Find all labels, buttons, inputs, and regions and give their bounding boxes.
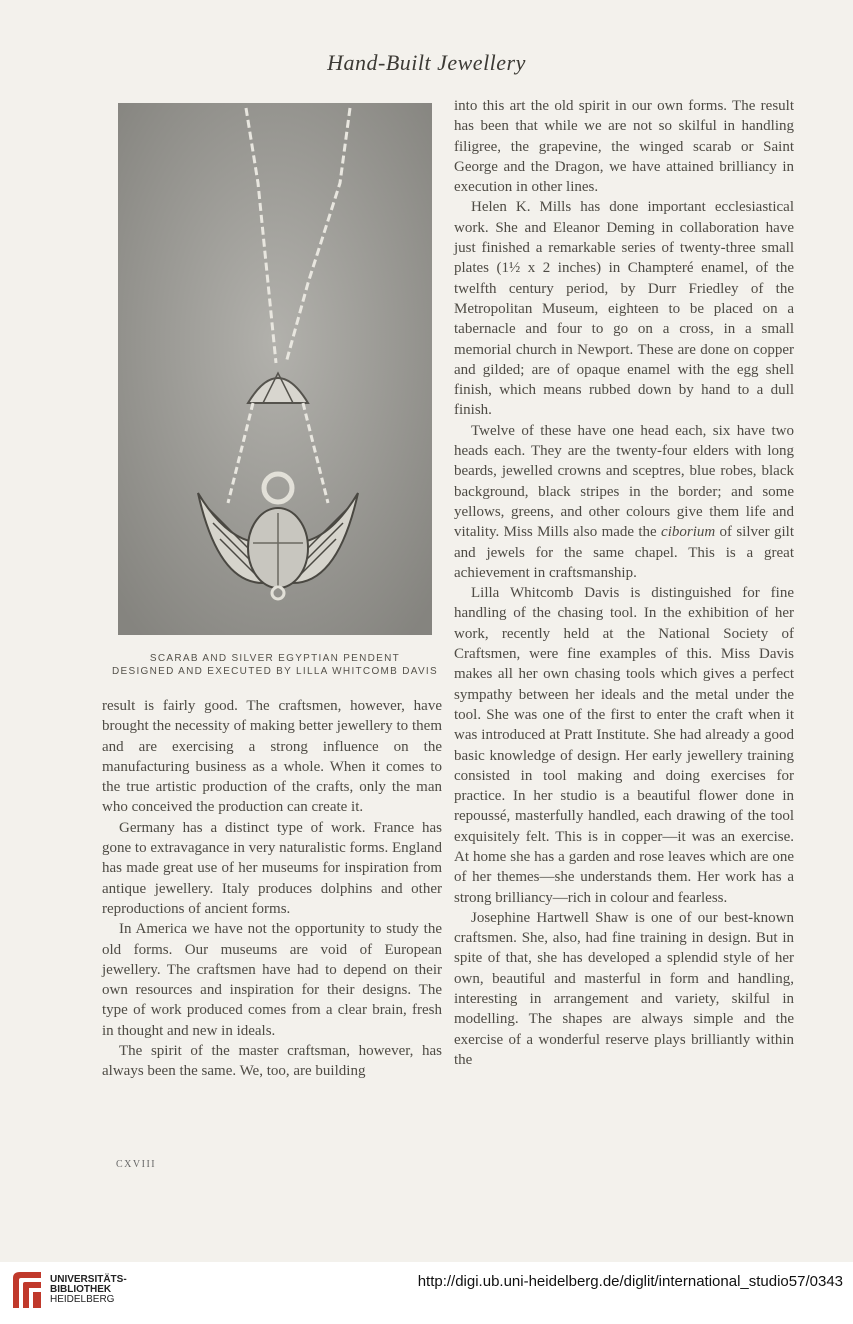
figure-caption [100, 652, 450, 678]
right-paragraph-2: Helen K. Mills has done important ecclesiastical work. She and Eleanor Deming in collaboration have just finished a remarkable series of twenty-three small plates (1½ x 2 inches) in Champteré enamel, of the twelfth century period, by Durr Friedley of the Metropolitan Museum, eighteen to be placed on a tabernacle and four to go on a cross, in a small memorial church in Newport. These are done on copper and gilded; are of opaque enamel with the egg shell finish, which means rubbed down by hand to a dull finish. [454, 199, 794, 419]
right-paragraph-4: Lilla Whitcomb Davis is distinguished for fine handling of the chasing tool. In the exhibition of her work, recently held at the National Society of Craftsmen, were fine examples of this. Miss Davis makes all her own chasing tools which gives a perfect sympathy between her ideals and the metal under the tool. She was one of the first to enter the craft when it was introduced at Pratt Institute. She had already a good basic knowledge of design. Her early jewellery training consisted in tool making and doing exercises for practice. In her studio is a beautiful flower done in repoussé, masterfully handled, each drawing of the tool exquisitely felt. This is in copper—it was an exercise. At home she has a garden and rose leaves which are one of her themes—she understands them. Her work has a strong brilliancy—rich in colour and fearless. [454, 585, 794, 906]
library-emblem-icon [10, 1270, 44, 1310]
right-paragraph-3 [454, 421, 794, 583]
library-name-line-3: HEIDELBERG [50, 1294, 115, 1305]
library-name-line-2: BIBLIOTHEK [50, 1284, 112, 1295]
library-name [50, 1275, 127, 1305]
page-number: CXVIII [116, 1159, 157, 1170]
left-paragraph-4: The spirit of the master craftsman, however, has always been the same. We, too, are building [102, 1043, 442, 1080]
library-name-line-1: UNIVERSITÄTS- [50, 1274, 127, 1285]
left-column [102, 696, 442, 1082]
left-paragraph-3: In America we have not the opportunity to study the old forms. Our museums are void of European jewellery. The craftsmen have had to depend on their own resources and inspiration for their designs. The type of work produced comes from a clear brain, fresh in thought and new in ideals. [102, 921, 442, 1039]
source-url[interactable]: http://digi.ub.uni-heidelberg.de/diglit/international_studio57/0343 [417, 1273, 843, 1290]
right-column [454, 96, 794, 1070]
ciborium-term: ciborium [661, 524, 716, 541]
caption-line-2: DESIGNED AND EXECUTED BY LILLA WHITCOMB DAVIS [112, 666, 438, 677]
right-paragraph-3-text-a: Twelve of these have one head each, six have two heads each. They are the twenty-four elders with long beards, jewelled crowns and sceptres, blue robes, black background, black stripes in the border; and some yellows, greens, and other colours give them life and vitality. Miss Mills also made the [454, 422, 794, 541]
library-logo[interactable] [10, 1270, 127, 1310]
right-paragraph-1: into this art the old spirit in our own forms. The result has been that while we are not so skilful in handling filigree, the grapevine, the winged scarab or Saint George and the Dragon, we have attained brilliancy in execution in other lines. [454, 98, 794, 196]
left-paragraph-2: Germany has a distinct type of work. France has gone to extravagance in very naturalistic forms. England has made great use of her museums for inspiration from antique jewellery. Italy produces dolphins and other reproductions of ancient forms. [102, 819, 442, 917]
pendant-photo [118, 103, 432, 635]
right-paragraph-5: Josephine Hartwell Shaw is one of our best-known craftsmen. She, also, had fine training in design. But in spite of that, she has developed a splendid style of her own, beautiful and masterful in form and handling, interesting in arrangement and variety, skilful in modelling. The shapes are always simple and the exercise of a wonderful reserve plays brilliantly within the [454, 909, 794, 1068]
caption-line-1: SCARAB AND SILVER EGYPTIAN PENDENT [149, 653, 401, 664]
page-title: Hand-Built Jewellery [327, 50, 526, 75]
footer-bar [0, 1262, 853, 1324]
left-paragraph-1: result is fairly good. The craftsmen, however, have brought the necessity of making better jewellery to them and are exercising a strong influence on the manufacturing business as a whole. When it comes to the true artistic production of the crafts, only the man who conceived the production can create it. [102, 698, 442, 816]
right-paragraph-3-text-b: of silver gilt and jewels for the same chapel. This is a great achievement in craftsmanship. [454, 524, 794, 581]
